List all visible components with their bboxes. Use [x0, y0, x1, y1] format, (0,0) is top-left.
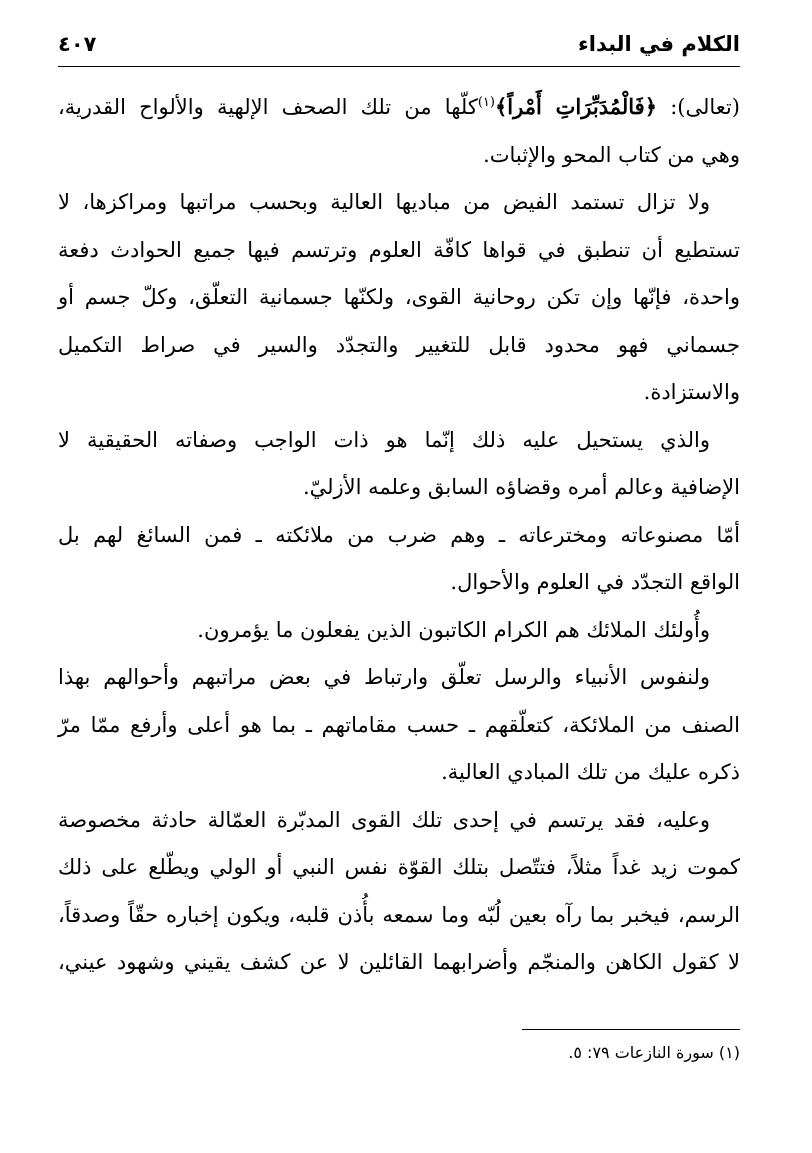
page-number: ٤٠٧ [58, 32, 97, 56]
document-page [58, 26, 740, 1062]
text-line: لا كقول الكاهن والمنجّم وأضرابهما القائلين لا عن كشف يقيني وشهود عيني، [58, 950, 740, 974]
text-segment: كلّها من تلك الصحف الإلهية والألواح القدرية، [58, 95, 478, 119]
text-line: ذكره عليك من تلك المبادي العالية. [441, 760, 740, 784]
text-line: أمّا مصنوعاته ومخترعاته ـ وهم ضرب من ملائكته ـ فمن السائغ لهم بل [58, 522, 740, 547]
running-title: الكلام في البداء [578, 32, 740, 56]
text-line: تستطيع أن تنطبق في قواها كافّة العلوم وترتسم فيها جميع الحوادث دفعة [58, 237, 740, 262]
footnote: (١) سورة النازعات ٧٩: ٥. [568, 1043, 740, 1062]
text-line: وعليه، فقد يرتسم في إحدى تلك القوى المدبّرة العمّالة حادثة مخصوصة [58, 807, 710, 832]
footnote-separator [522, 1029, 740, 1030]
text-line: والذي يستحيل عليه ذلك إنّما هو ذات الواجب وصفاته الحقيقية لا [58, 427, 710, 452]
text-line: الواقع التجدّد في العلوم والأحوال. [450, 570, 740, 594]
running-header [58, 26, 740, 67]
text-line [58, 83, 740, 132]
footnote-marker[interactable]: (١) [477, 95, 495, 110]
text-line: الإضافية وعالم أمره وقضاؤه السابق وعلمه الأزليّ. [302, 475, 740, 499]
text-line: وهي من كتاب المحو والإثبات. [483, 142, 740, 167]
text-line: والاستزادة. [643, 380, 740, 404]
text-line: واحدة، فإنّها وإن تكن روحانية القوى، ولكنّها جسمانية التعلّق، وكلّ جسم أو [58, 285, 740, 309]
text-line: كموت زيد غداً مثلاً، فتتّصل بتلك القوّة نفس النبي أو الولي ويطّلع على ذلك [58, 855, 740, 879]
text-line: ولنفوس الأنبياء والرسل تعلّق وارتباط في بعض مراتبهم وأحوالهم بهذا [58, 665, 710, 689]
text-line: جسماني فهو محدود قابل للتغيير والتجدّد والسير في صراط التكميل [58, 332, 740, 357]
text-line: وأُولئك الملائك هم الكرام الكاتبون الذين يفعلون ما يؤمرون. [197, 617, 710, 642]
text-line: الرسم، فيخبر بما رآه بعين لُبّه وما سمعه بأُذن قلبه، ويكون إخباره حقّاً وصدقاً، [58, 902, 740, 927]
text-segment: (تعالى): [670, 95, 740, 119]
text-line: الصنف من الملائكة، كتعلّقهم ـ حسب مقاماتهم ـ بما هو أعلى وأرفع ممّا مرّ [58, 712, 740, 737]
text-line: ولا تزال تستمد الفيض من مباديها العالية وبحسب مراتبها ومراكزها، لا [58, 190, 710, 214]
main-text [58, 83, 740, 987]
quran-verse: ﴿فَالْمُدَبِّرَاتِ أَمْراً﴾ [494, 94, 657, 119]
